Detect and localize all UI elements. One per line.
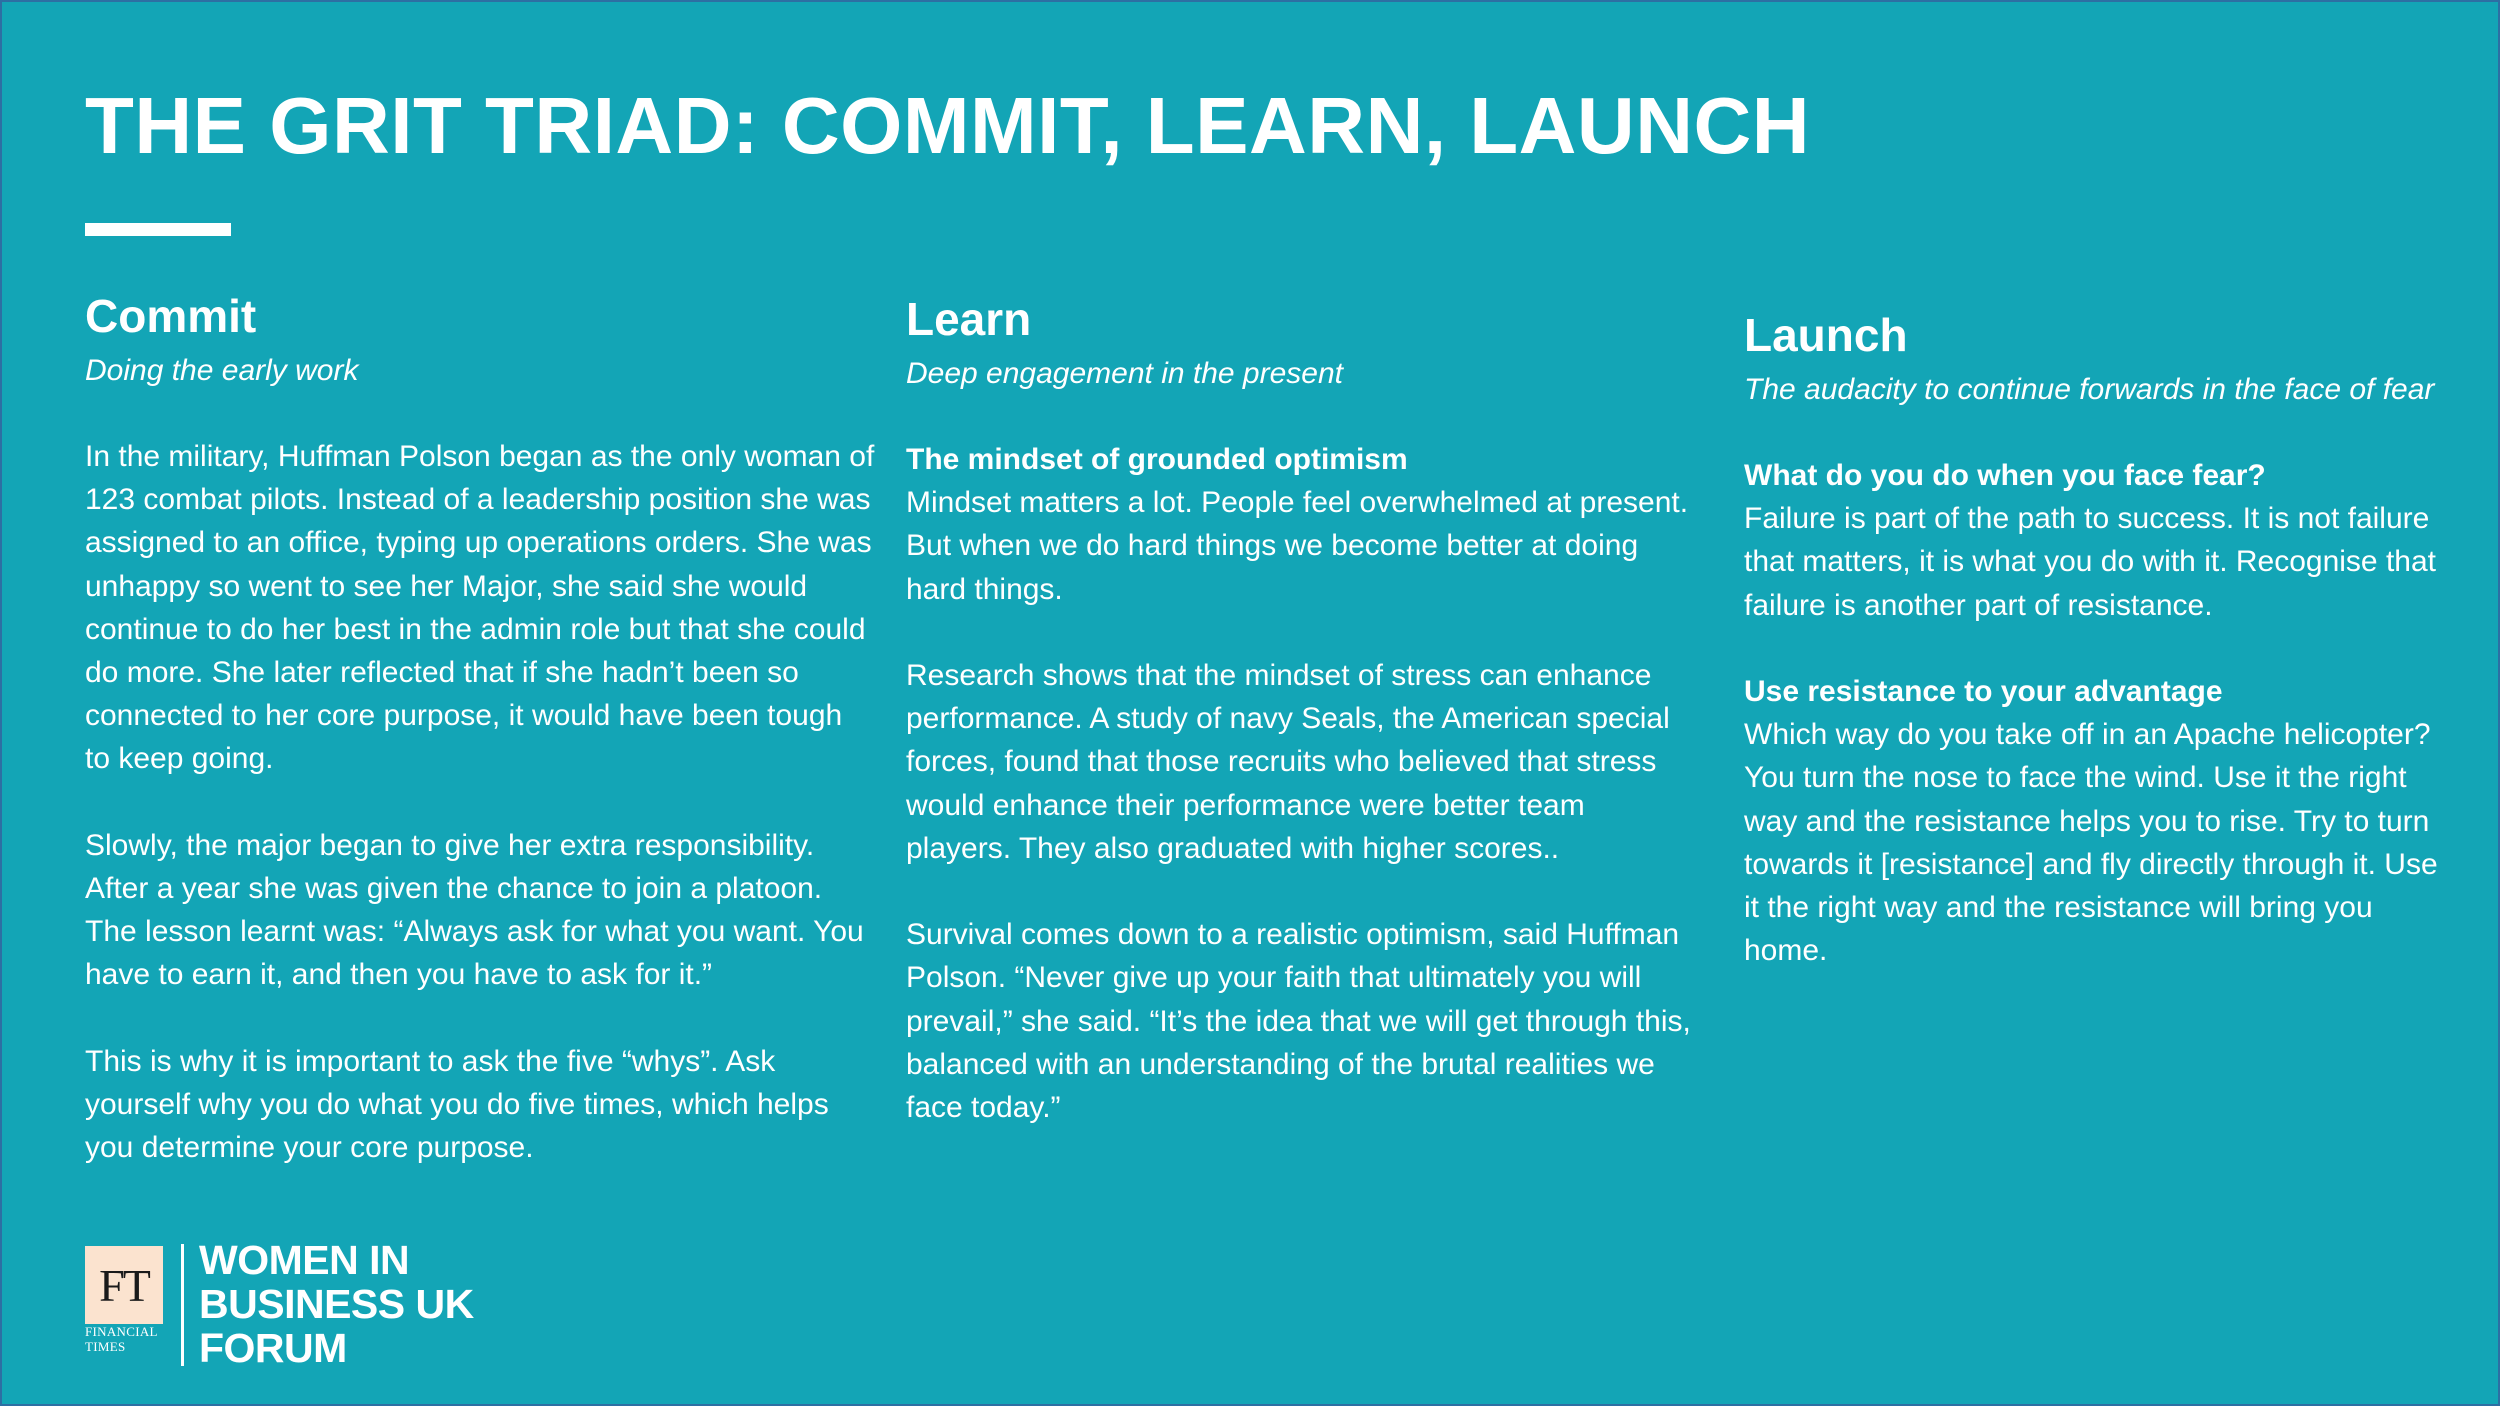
learn-paragraph: Survival comes down to a realistic optimism, said Huffman Polson. “Never give up your faith that ultimately you will prevail,” she said. “It’s the idea that we will get through this, balanced with an understanding of the brutal realities we face today.”	[906, 918, 1691, 1125]
learn-paragraph: Research shows that the mindset of stress can enhance performance. A study of navy Seals, the American special forces, found that those recruits who believed that stress would enhance their performance were better team players. They also graduated with higher scores..	[906, 659, 1670, 865]
ft-logo-caption	[85, 1324, 175, 1354]
ft-caption-line: TIMES	[85, 1339, 126, 1354]
commit-column	[85, 285, 875, 1169]
launch-paragraph: Which way do you take off in an Apache helicopter? You turn the nose to face the wind. Use it the right way and the resistance helps you to rise. Try to turn towards it [resistance] and fly directly through it. Use it the right way and the resistance will bring you home.	[1744, 718, 2438, 968]
brand-line: WOMEN IN	[199, 1237, 410, 1283]
ft-logo: FT	[85, 1246, 163, 1324]
learn-section-heading: The mindset of grounded optimism	[906, 443, 1408, 476]
launch-paragraph: Failure is part of the path to success. It is not failure that matters, it is what you do with it. Recognise that failure is another part of resistance.	[1744, 502, 2436, 622]
brand-line: FORUM	[199, 1325, 347, 1371]
learn-paragraph: Mindset matters a lot. People feel overwhelmed at present. But when we do hard things we become better at doing hard things.	[906, 486, 1689, 606]
learn-subtitle: Deep engagement in the present	[906, 357, 1343, 390]
brand-line: BUSINESS UK	[199, 1281, 474, 1327]
ft-caption-line: FINANCIAL	[85, 1324, 158, 1339]
launch-subtitle: The audacity to continue forwards in the face of fear	[1744, 373, 2435, 406]
logo-divider	[181, 1244, 184, 1366]
title-underline	[85, 223, 231, 236]
commit-heading: Commit	[85, 290, 257, 342]
commit-subtitle: Doing the early work	[85, 354, 359, 387]
page-title: THE GRIT TRIAD: COMMIT, LEARN, LAUNCH	[85, 81, 1811, 170]
learn-heading: Learn	[906, 293, 1032, 345]
launch-column	[1744, 304, 2444, 972]
launch-section-heading: What do you do when you face fear?	[1744, 459, 2266, 492]
launch-heading: Launch	[1744, 309, 1908, 361]
launch-section-heading: Use resistance to your advantage	[1744, 675, 2223, 708]
commit-paragraph: Slowly, the major began to give her extra responsibility. After a year she was given the chance to join a platoon. The lesson learnt was: “Always ask for what you want. You have to earn it, and then you have to ask for it.”	[85, 828, 864, 992]
learn-column	[906, 288, 1696, 1129]
commit-paragraph: In the military, Huffman Polson began as the only woman of 123 combat pilots. Instead of a leadership position she was assigned to an office, typing up operations orders. She was unhappy so went to see her Major, she said she would continue to do her best in the admin role but that she could do more. She later reflected that if she hadn’t been so connected to her core purpose, it would have been tough to keep going.	[85, 440, 875, 776]
commit-paragraph: This is why it is important to ask the five “whys”. Ask yourself why you do what you do five times, which helps you determine your core purpose.	[85, 1044, 829, 1165]
forum-brand	[199, 1238, 474, 1370]
